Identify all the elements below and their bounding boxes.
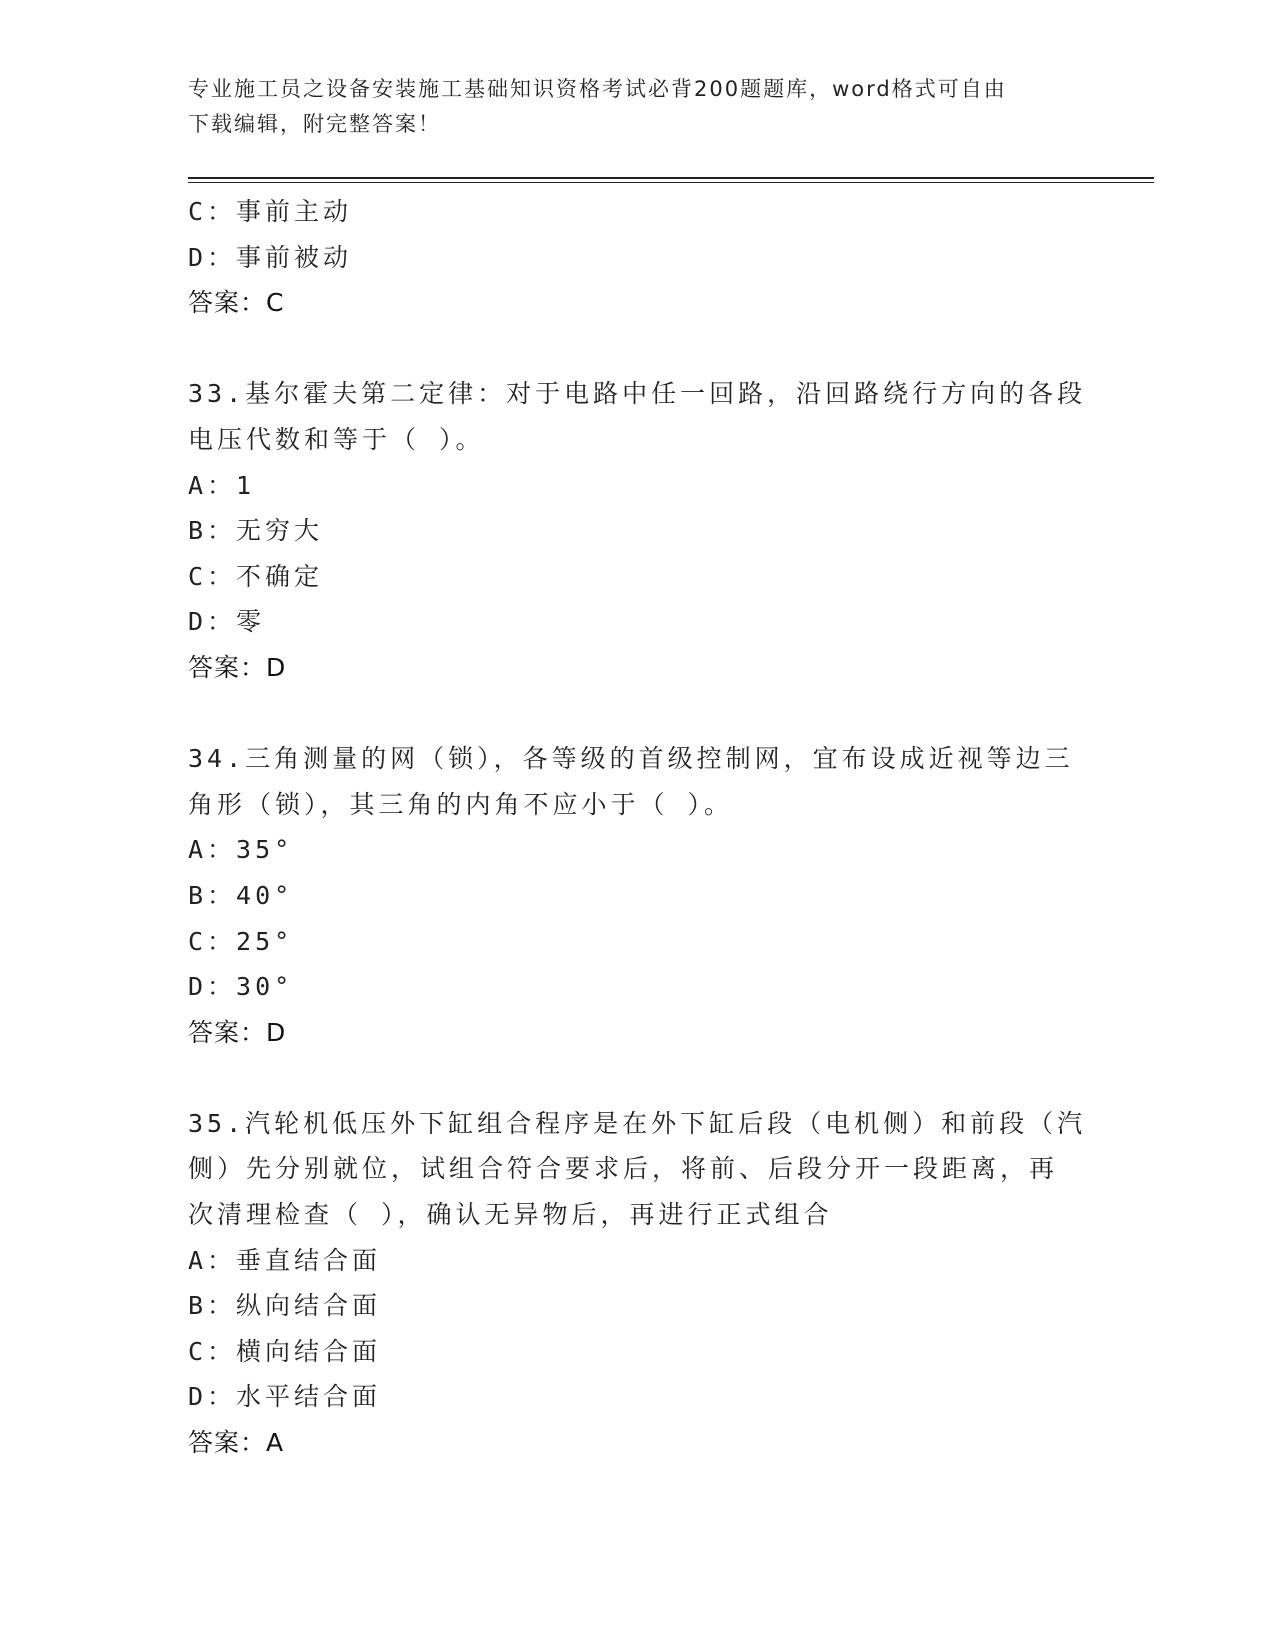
question-list xyxy=(188,189,1088,1466)
question-stem-line: 次清理检查（ ），确认无异物后，再进行正式组合 xyxy=(188,1200,833,1230)
option-d: D：事前被动 xyxy=(188,242,353,272)
question-stem-line: 电压代数和等于（ ）。 xyxy=(188,424,485,454)
question-stem-line: 角形（锁），其三角的内角不应小于（ ）。 xyxy=(188,789,734,819)
option-b: B：纵向结合面 xyxy=(188,1291,382,1321)
header-divider-thin xyxy=(188,182,1154,183)
option-a: A：35° xyxy=(188,835,294,865)
answer-line: 答案：C xyxy=(188,288,285,318)
option-b: B：无穷大 xyxy=(188,516,324,546)
continued-question-32 xyxy=(188,189,1088,326)
answer-line: 答案：D xyxy=(188,652,287,682)
question-spacer xyxy=(188,326,1088,372)
option-b: B：40° xyxy=(188,880,294,910)
option-a: A：垂直结合面 xyxy=(188,1245,382,1275)
option-d: D：零 xyxy=(188,607,266,637)
option-c: C：不确定 xyxy=(188,561,324,591)
question-spacer xyxy=(188,691,1088,737)
option-d: D：30° xyxy=(188,972,294,1002)
header-title-line-2: 下载编辑，附完整答案！ xyxy=(188,112,441,136)
option-d: D：水平结合面 xyxy=(188,1382,382,1412)
answer-line: 答案：D xyxy=(188,1017,287,1047)
question-35 xyxy=(188,1101,1088,1466)
question-33 xyxy=(188,371,1088,690)
question-stem-line: 34.三角测量的网（锁），各等级的首级控制网，宜布设成近视等边三 xyxy=(188,744,1074,774)
question-stem-line: 33.基尔霍夫第二定律：对于电路中任一回路，沿回路绕行方向的各段 xyxy=(188,379,1087,409)
option-c: C：横向结合面 xyxy=(188,1336,382,1366)
document-header xyxy=(188,72,1068,142)
question-34 xyxy=(188,736,1088,1055)
question-stem-line: 35.汽轮机低压外下缸组合程序是在外下缸后段（电机侧）和前段（汽 xyxy=(188,1108,1087,1138)
option-c: C：25° xyxy=(188,926,294,956)
option-a: A：1 xyxy=(188,470,256,500)
option-c: C：事前主动 xyxy=(188,197,353,226)
header-title-line-1: 专业施工员之设备安装施工基础知识资格考试必背200题题库，word格式可自由 xyxy=(188,77,1007,101)
question-stem-line: 侧）先分别就位，试组合符合要求后，将前、后段分开一段距离，再 xyxy=(188,1154,1059,1184)
answer-line: 答案：A xyxy=(188,1428,285,1458)
header-divider-thick xyxy=(188,177,1154,179)
question-spacer xyxy=(188,1055,1088,1101)
